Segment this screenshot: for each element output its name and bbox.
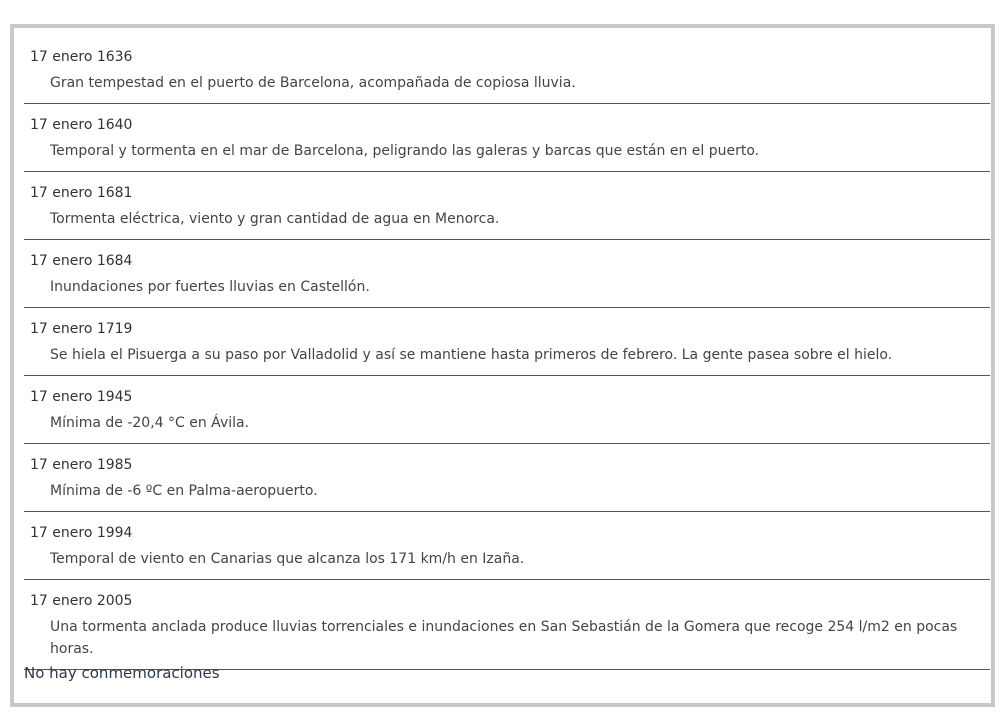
- event-date: 17 enero 1684: [30, 253, 133, 269]
- list-item: [24, 512, 990, 580]
- event-date: 17 enero 1985: [30, 457, 133, 473]
- event-description: Tormenta eléctrica, viento y gran cantidad de agua en Menorca.: [50, 211, 500, 227]
- list-item: [24, 376, 990, 444]
- event-date: 17 enero 1719: [30, 321, 133, 337]
- list-item: [24, 36, 990, 104]
- event-description: Mínima de -20,4 °C en Ávila.: [50, 415, 250, 431]
- list-item: [24, 580, 990, 670]
- event-date: 17 enero 1640: [30, 117, 133, 133]
- list-item: [24, 240, 990, 308]
- event-date: 17 enero 1945: [30, 389, 133, 405]
- events-panel: [10, 24, 995, 707]
- event-description: Una tormenta anclada produce lluvias torrenciales e inundaciones en San Sebastián de la Gomera que recoge 254 l/m2 en pocas horas.: [50, 619, 958, 657]
- list-item: [24, 308, 990, 376]
- event-description: Mínima de -6 ºC en Palma-aeropuerto.: [50, 483, 318, 499]
- event-description: Temporal y tormenta en el mar de Barcelona, peligrando las galeras y barcas que están en el puerto.: [50, 143, 760, 159]
- no-commemorations-text: No hay conmemoraciones: [24, 664, 220, 682]
- event-date: 17 enero 1994: [30, 525, 133, 541]
- event-description: Gran tempestad en el puerto de Barcelona, acompañada de copiosa lluvia.: [50, 75, 576, 91]
- event-description: Inundaciones por fuertes lluvias en Castellón.: [50, 279, 370, 295]
- event-description: Se hiela el Pisuerga a su paso por Valladolid y así se mantiene hasta primeros de febrero. La gente pasea sobre el hielo.: [50, 347, 893, 363]
- event-description: Temporal de viento en Canarias que alcanza los 171 km/h en Izaña.: [50, 551, 525, 567]
- event-date: 17 enero 1636: [30, 49, 133, 65]
- list-item: [24, 104, 990, 172]
- event-date: 17 enero 2005: [30, 593, 133, 609]
- event-date: 17 enero 1681: [30, 185, 133, 201]
- list-item: [24, 444, 990, 512]
- list-item: [24, 172, 990, 240]
- events-list: [24, 36, 990, 670]
